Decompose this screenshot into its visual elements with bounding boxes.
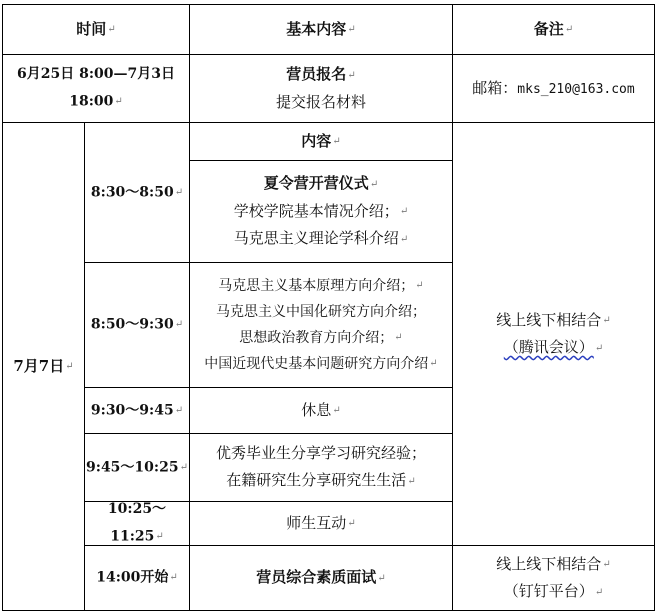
paragraph-mark: ↵ [394, 332, 403, 343]
paragraph-mark: ↵ [174, 186, 184, 198]
header-time: 时间↵ [76, 19, 116, 38]
paragraph-mark: ↵ [415, 280, 424, 291]
paragraph-mark: ↵ [174, 319, 184, 331]
paragraph-mark: ↵ [174, 404, 184, 416]
day-cell: 7月7日↵ [13, 356, 74, 375]
email-address: mks_210@163.com [517, 81, 635, 97]
morning-note: 线上线下相结合↵ （腾讯会议）↵ [496, 310, 611, 356]
paragraph-mark: ↵ [602, 559, 611, 570]
content-subheader: 内容↵ [301, 131, 341, 150]
afternoon-note: 线上线下相结合↵ （钉钉平台）↵ [496, 554, 611, 600]
paragraph-mark: ↵ [399, 233, 409, 245]
registration-note: 邮箱：mks_210@163.com [472, 78, 635, 97]
time-slot: 9:30～9:45↵ [90, 402, 184, 419]
paragraph-mark: ↵ [179, 461, 188, 473]
header-note: 备注↵ [533, 19, 574, 38]
paragraph-mark: ↵ [564, 24, 574, 36]
paragraph-mark: ↵ [399, 206, 409, 218]
time-slot: 10:25～11:25↵ [107, 501, 167, 545]
paragraph-mark: ↵ [369, 178, 379, 190]
time-slot: 14:00开始↵ [96, 569, 178, 586]
paragraph-mark: ↵ [594, 586, 604, 598]
paragraph-mark: ↵ [155, 531, 164, 543]
paragraph-mark: ↵ [347, 518, 356, 530]
slot-content: 夏令营开营仪式↵ 学校学院基本情况介绍；↵ 马克思主义理论学科介绍↵ [233, 174, 409, 248]
paragraph-mark: ↵ [169, 572, 178, 584]
paragraph-mark: ↵ [377, 572, 386, 584]
time-slot: 8:50～9:30↵ [90, 316, 184, 333]
slot-content: 马克思主义基本原理方向介绍；↵ 马克思主义中国化研究方向介绍； 思想政治教育方向介绍；↵ 中国近现代史基本问题研究方向介绍↵ [204, 278, 438, 372]
slot-content: 休息↵ [301, 400, 341, 419]
schedule-table [2, 4, 655, 611]
paragraph-mark: ↵ [602, 315, 611, 326]
registration-content: 营员报名↵ 提交报名材料 [275, 65, 366, 111]
registration-time: 6月25日 8:00—7月3日 18:00↵ [17, 66, 175, 110]
paragraph-mark: ↵ [114, 96, 123, 108]
time-slot: 8:30～8:50↵ [90, 184, 184, 201]
time-slot: 9:45～10:25↵ [86, 459, 188, 476]
paragraph-mark: ↵ [332, 405, 341, 417]
paragraph-mark: ↵ [594, 342, 604, 354]
paragraph-mark: ↵ [107, 24, 116, 36]
paragraph-mark: ↵ [429, 358, 438, 369]
paragraph-mark: ↵ [65, 361, 74, 373]
paragraph-mark: ↵ [332, 136, 341, 148]
slot-content: 优秀毕业生分享学习研究经验； 在籍研究生分享研究生生活↵ [215, 444, 426, 490]
header-content: 基本内容↵ [286, 19, 356, 38]
slot-content: 营员综合素质面试↵ [256, 568, 386, 587]
paragraph-mark: ↵ [407, 475, 416, 487]
paragraph-mark: ↵ [347, 24, 356, 36]
paragraph-mark: ↵ [347, 69, 356, 81]
slot-content: 师生互动↵ [286, 513, 356, 532]
